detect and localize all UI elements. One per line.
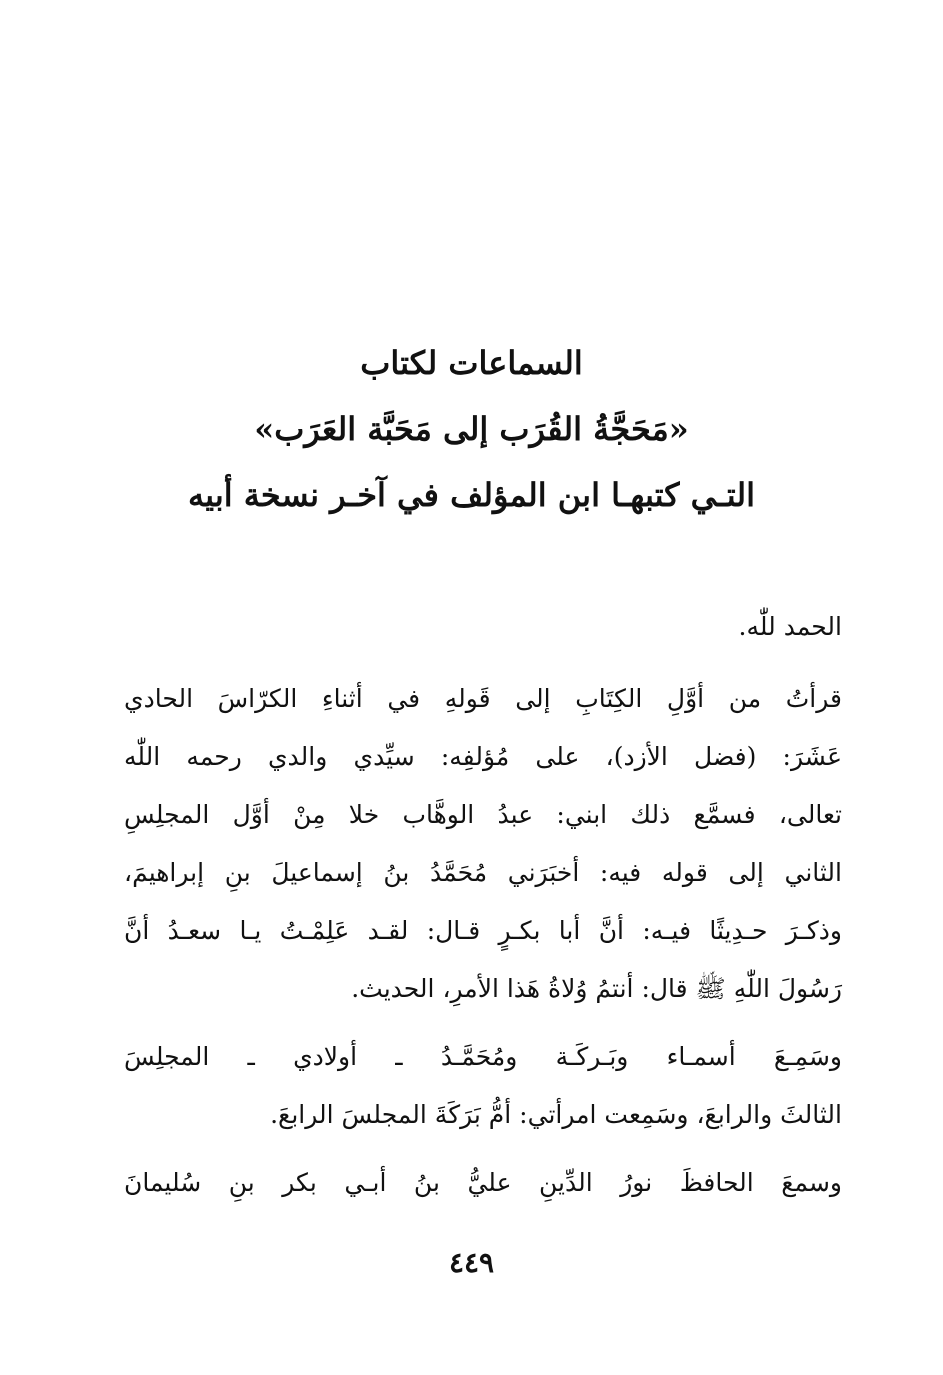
text-line: تعالى، فسمَّع ذلك ابني: عبدُ الوهَّاب خلا مِنْ أوَّل المجلِسِ bbox=[124, 800, 842, 829]
text-line: الثالثَ والرابعَ، وسَمِعت امرأتي: أمُّ بَرَكَةَ المجلسَ الرابعَ. bbox=[270, 1100, 842, 1129]
text-line: الثاني إلى قوله فيه: أخبَرَني مُحَمَّدُ بنُ إسماعيلَ بنِ إبراهيمَ، bbox=[124, 858, 842, 887]
paragraph-3 bbox=[124, 1028, 842, 1144]
text-line: رَسُولَ اللّٰهِ ﷺ قال: أنتمُ وُلاةُ هَذا الأمرِ، الحديث. bbox=[351, 974, 842, 1003]
chapter-title bbox=[120, 330, 823, 528]
body-text bbox=[124, 598, 842, 1222]
text-line: وسمعَ الحافظَ نورُ الدِّينِ عليُّ بنُ أبـي بكر بنِ سُليمانَ bbox=[124, 1168, 842, 1197]
text-line: وذكـرَ حـدِيثًا فيـه: أنَّ أبا بكـرٍ قـال: لقـد عَلِمْـتُ يـا سعـدُ أنَّ bbox=[124, 916, 842, 945]
title-line-3: التـي كتبهـا ابن المؤلف في آخـر نسخة أبيه bbox=[188, 476, 755, 514]
title-line-2: «مَحَجَّةُ القُرَب إلى مَحَبَّة العَرَب» bbox=[254, 410, 689, 448]
paragraph-2 bbox=[124, 670, 842, 1018]
text-line: وسَمِـعَ أسمـاء وبَـركَـة ومُحَمَّـدُ ـ أولادي ـ المجلِسَ bbox=[124, 1042, 842, 1071]
page-number: ٤٤٩ bbox=[448, 1246, 495, 1279]
text-line: قرأتُ من أوَّلِ الكِتَابِ إلى قَولهِ في أثناءِ الكرّاسَ الحادي bbox=[124, 684, 842, 713]
title-line-1: السماعات لكتاب bbox=[360, 344, 583, 382]
text-line: الحمد للّٰه. bbox=[738, 612, 842, 641]
paragraph-4 bbox=[124, 1154, 842, 1212]
text-line: عَشَرَ: (فضل الأزد)، على مُؤلفِه: سيِّدي والدي رحمه اللّٰه bbox=[124, 742, 842, 771]
paragraph-1 bbox=[124, 598, 842, 656]
